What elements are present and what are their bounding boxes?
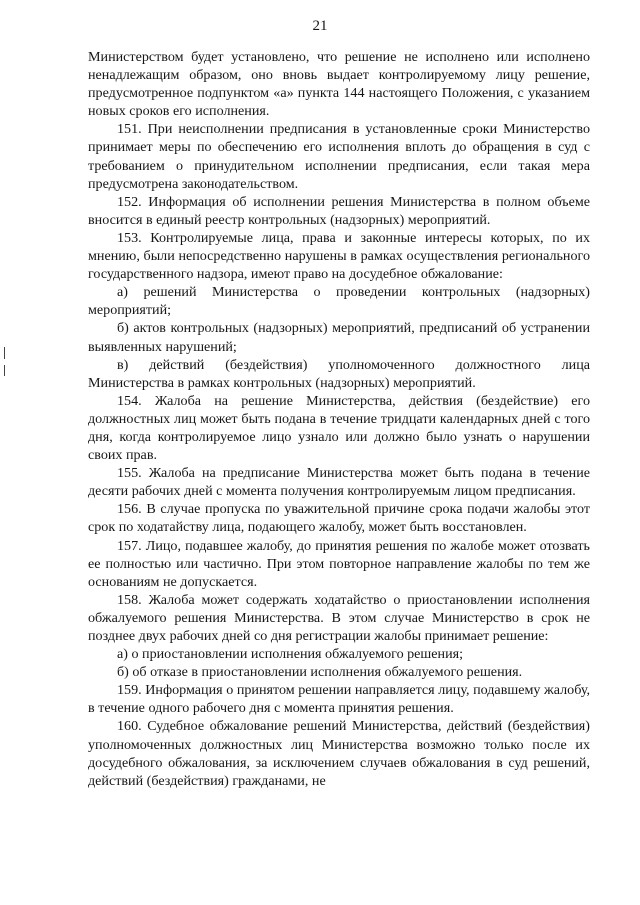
paragraph-153-item-c: в) действий (бездействия) уполномоченного должностного лица Министерства в рамках контрольных (надзорных) мероприятий.	[88, 356, 590, 391]
paragraph-158-item-a: а) о приостановлении исполнения обжалуемого решения;	[117, 646, 464, 663]
paragraph-159: 159. Информация о принятом решении направляется лицу, подавшему жалобу, в течение одного рабочего дня с момента принятия решения.	[88, 682, 590, 717]
margin-scan-mark	[4, 347, 5, 359]
paragraph-160: 160. Судебное обжалование решений Министерства, действий (бездействия) уполномоченных должностных лиц Министерства возможно только после их досудебного обжалования, за исключением случаев обжалования в суд решений, действий (бездействия) гражданами, не	[88, 718, 590, 789]
paragraph-152: 152. Информация об исполнении решения Министерства в полном объеме вносится в единый реестр контрольных (надзорных) мероприятий.	[88, 193, 590, 228]
paragraph-158-item-b: б) об отказе в приостановлении исполнения обжалуемого решения.	[117, 664, 523, 681]
margin-scan-mark	[4, 365, 5, 376]
document-body	[88, 48, 590, 790]
paragraph-continuation: Министерством будет установлено, что решение не исполнено или исполнено ненадлежащим образом, оно вновь выдает контролируемому лицу решение, предусмотренное подпунктом «а» пункта 144 настоящего Положения, с указанием новых сроков его исполнения.	[88, 49, 590, 120]
paragraph-157: 157. Лицо, подавшее жалобу, до принятия решения по жалобе может отозвать ее полностью или частично. При этом повторное направление жалобы по тем же основаниям не допускается.	[88, 537, 590, 590]
paragraph-155: 155. Жалоба на предписание Министерства может быть подана в течение десяти рабочих дней с момента получения контролируемым лицом предписания.	[88, 465, 590, 500]
paragraph-153-item-a: а) решений Министерства о проведении контрольных (надзорных) мероприятий;	[88, 284, 590, 319]
paragraph-156: 156. В случае пропуска по уважительной причине срока подачи жалобы этот срок по ходатайству лица, подающего жалобу, может быть восстановлен.	[88, 501, 590, 536]
paragraph-154: 154. Жалоба на решение Министерства, действия (бездействие) его должностных лиц может быть подана в течение тридцати календарных дней с того дня, когда контролируемое лицо узнало или должно было узнать о нарушении своих прав.	[88, 392, 590, 464]
page-number: 21	[312, 18, 328, 34]
paragraph-153: 153. Контролируемые лица, права и законные интересы которых, по их мнению, были непосредственно нарушены в рамках осуществления регионального государственного надзора, имеют право на досудебное обжалование:	[88, 229, 590, 283]
paragraph-153-item-b: б) актов контрольных (надзорных) мероприятий, предписаний об устранении выявленных нарушений;	[88, 320, 590, 355]
paragraph-158: 158. Жалоба может содержать ходатайство о приостановлении исполнения обжалуемого решения Министерства. В этом случае Министерство в срок не позднее двух рабочих дней со дня регистрации жалобы принимает решение:	[88, 591, 590, 644]
paragraph-151: 151. При неисполнении предписания в установленные сроки Министерство принимает меры по обеспечению его исполнения вплоть до обращения в суд с требованием о принудительном исполнении предписания, если такая мера предусмотрена законодательством.	[88, 121, 590, 192]
